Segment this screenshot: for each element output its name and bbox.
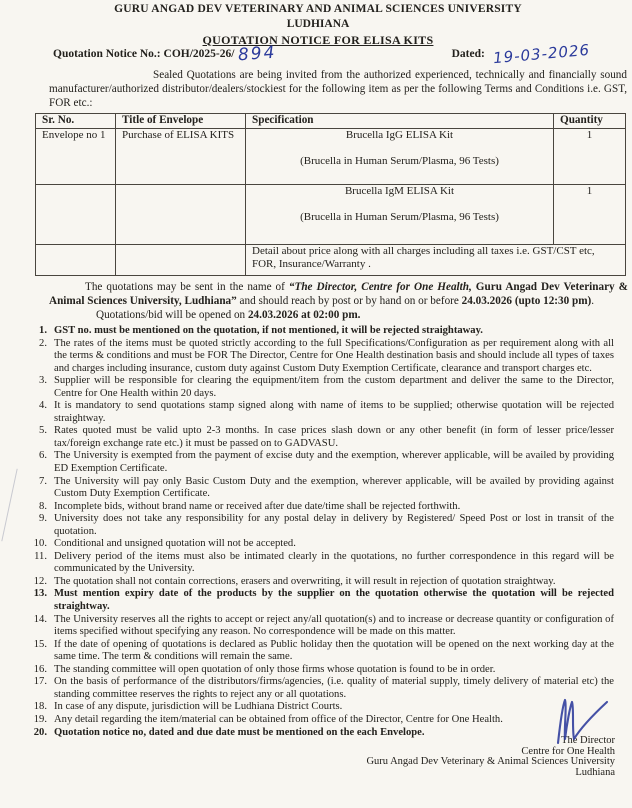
table-detail-row <box>36 245 626 276</box>
dated-label: Dated: <box>451 48 485 60</box>
dated-wrap <box>451 40 591 68</box>
term-text: Any detail regarding the item/material can be obtained from office of the Director, Centre for One Health. <box>54 713 503 725</box>
addr-part: . <box>591 294 595 307</box>
address-paragraph <box>49 281 628 307</box>
term-text: Conditional and unsigned quotation will not be accepted. <box>54 538 296 550</box>
opening-line <box>96 309 616 322</box>
term-number: 13. <box>33 588 47 600</box>
signatory-university: Guru Angad Dev Veterinary & Animal Sciences University <box>366 756 615 768</box>
term-item-19 <box>20 714 616 727</box>
signatory-city: Ludhiana <box>575 766 615 778</box>
cell-title <box>116 185 246 245</box>
cell-spec <box>246 129 554 185</box>
col-specification: Specification <box>246 114 554 129</box>
term-item-14 <box>20 614 616 639</box>
cell-spec <box>246 185 554 245</box>
terms-list <box>20 325 616 739</box>
term-text: The University reserves all the rights to accept or reject any/all quotation(s) and to increase or decrease quantity or configuration of items specified without specifying any reason. No correspondence will be made on this matter. <box>54 613 614 638</box>
cell-sr: Envelope no 1 <box>36 129 116 185</box>
spec-kit-detail: (Brucella in Human Serum/Plasma, 96 Tests) <box>300 155 499 168</box>
signature-icon <box>549 693 611 745</box>
term-text: The University is exempted from the payment of excise duty and the exemption, wherever applicable, will be availed by providing ED Exemption Certificate. <box>54 450 614 475</box>
term-item-3 <box>20 375 616 400</box>
university-name: GURU ANGAD DEV VETERINARY AND ANIMAL SCIENCES UNIVERSITY <box>114 3 522 15</box>
term-text: The standing committee will open quotation of only those firms whose quotation is found to be in order. <box>54 663 496 675</box>
spec-kit-name: Brucella IgM ELISA Kit <box>344 185 455 198</box>
handwritten-date: 19-03-2026 <box>492 40 591 68</box>
cell-title-empty <box>116 245 246 276</box>
term-item-13 <box>20 588 616 613</box>
handwritten-notice-number: 894 <box>237 42 278 66</box>
spec-kit-detail: (Brucella in Human Serum/Plasma, 96 Tests) <box>300 211 499 224</box>
term-number: 15. <box>33 638 47 650</box>
col-quantity: Quantity <box>554 114 626 129</box>
term-item-6 <box>20 450 616 475</box>
term-text: On the basis of performance of the distributors/firms/agencies, (i.e. quality of material supply, timely delivery of material etc) the standing committee reserves the rights to reject any or all quotations. <box>54 676 614 700</box>
term-number: 5. <box>39 425 47 437</box>
term-number: 8. <box>39 500 47 512</box>
cell-qty: 1 <box>554 129 626 185</box>
opening-prefix: Quotations/bid will be opened on <box>96 308 248 321</box>
term-item-1 <box>20 325 616 338</box>
term-text: It is mandatory to send quotations stamp signed along with name of items to be supplied; otherwise quotation will be rejected straightway. <box>54 400 614 424</box>
spec-kit-name: Brucella IgG ELISA Kit <box>345 129 454 142</box>
table-row <box>36 185 626 245</box>
term-text: If the date of opening of quotations is declared as Public holiday then the quotation will be opened on the next working day at the same time. The term & conditions will remain the same. <box>54 638 614 663</box>
term-item-16 <box>20 664 616 677</box>
term-text: The rates of the items must be quoted strictly according to the full Specifications/Configuration as per requirement along with all the terms & conditions and must be FOR The Director, Centre for One Health destination basis and should include all types of taxes and charges including insurance, custom duty against Custom Duty Exemption Certificate, clearance and transport charges etc. <box>54 337 614 374</box>
term-number: 16. <box>33 663 47 675</box>
term-item-12 <box>20 576 616 589</box>
document-header <box>20 3 616 47</box>
term-item-15 <box>20 639 616 664</box>
signature-block <box>366 736 615 778</box>
term-text: Rates quoted must be valid upto 2-3 months. In case prices slash down or any other benefit (in form of lesser price/lesser tax/foreign exchange rate etc.) it must be passed on to GADVASU. <box>54 425 614 449</box>
term-number: 19. <box>33 713 47 725</box>
term-item-4 <box>20 400 616 425</box>
term-item-9 <box>20 513 616 538</box>
cell-sr <box>36 185 116 245</box>
term-number: 18. <box>33 701 47 713</box>
term-number: 14. <box>33 613 47 625</box>
term-text: Delivery period of the items must also be intimated clearly in the quotations, no further correspondence in this regard will be communicated by the University. <box>54 550 614 575</box>
intro-paragraph: Sealed Quotations are being invited from the authorized experienced, technically and financially sound manufacturer/authorized distributor/dealers/stockiest for the following item as per the following Terms and Conditions i.e. GST, FOR etc.: <box>49 69 627 109</box>
term-item-8 <box>20 501 616 514</box>
addr-part: and should reach by post or by hand on or before <box>236 294 462 307</box>
term-number: 6. <box>39 450 47 462</box>
addr-director: “The Director, Centre for One Health, <box>288 281 472 294</box>
notice-title: QUOTATION NOTICE FOR ELISA KITS <box>202 33 434 47</box>
term-number: 17. <box>33 676 47 688</box>
term-item-18 <box>20 701 616 714</box>
addr-part: The quotations may be sent in the name of <box>85 281 289 294</box>
term-item-17 <box>20 676 616 701</box>
addr-university: Guru Angad Dev Veterinary & Animal Sciences University, Ludhiana” <box>49 281 628 307</box>
cell-price-detail: Detail about price along with all charges including all taxes i.e. GST/CST etc, FOR, Insurance/Warranty . <box>246 245 626 276</box>
term-number: 1. <box>39 325 47 336</box>
term-number: 7. <box>39 475 47 487</box>
term-item-7 <box>20 476 616 501</box>
term-text: The quotation shall not contain corrections, erasers and overwriting, it will result in rejection of quotation straightway. <box>54 575 556 587</box>
term-number: 12. <box>33 575 47 587</box>
term-text: GST no. must be mentioned on the quotation, if not mentioned, it will be rejected straightaway. <box>54 325 483 336</box>
term-item-11 <box>20 551 616 576</box>
table-row <box>36 129 626 185</box>
items-table <box>35 113 626 276</box>
cell-sr-empty <box>36 245 116 276</box>
term-item-2 <box>20 338 616 376</box>
term-number: 3. <box>39 375 47 387</box>
col-title-envelope: Title of Envelope <box>116 114 246 129</box>
term-number: 10. <box>33 538 47 550</box>
opening-datetime: 24.03.2026 at 02:00 pm. <box>247 308 361 321</box>
term-text: Incomplete bids, without brand name or received after due date/time shall be rejected forthwith. <box>54 500 461 512</box>
term-item-5 <box>20 425 616 450</box>
addr-deadline: 24.03.2026 (upto 12:30 pm) <box>461 294 592 307</box>
notice-number-label: Quotation Notice No.: COH/2025-26/ <box>53 48 235 60</box>
cell-qty: 1 <box>554 185 626 245</box>
term-text: Quotation notice no, dated and due date must be mentioned on the each Envelope. <box>54 726 425 738</box>
term-text: The University will pay only Basic Custom Duty and the exemption, wherever applicable, will be availed by providing against Custom Duty Exemption Certificate. <box>54 475 614 500</box>
term-number: 4. <box>39 400 47 412</box>
term-text: University does not take any responsibility for any postal delay in delivery by Registered/ Speed Post or lost in transit of the quotation. <box>54 513 614 537</box>
signatory-office: Centre for One Health <box>521 745 615 757</box>
term-number: 9. <box>39 513 47 525</box>
term-number: 2. <box>39 337 47 349</box>
term-number: 20. <box>33 726 47 738</box>
term-text: Supplier will be responsible for clearing the equipment/item from the custom department and deliver the same to the Director, Centre for One Health within 20 days. <box>54 375 614 399</box>
term-text: Must mention expiry date of the products by the supplier on the quotation otherwise the quotation will be rejected straightway. <box>54 588 614 613</box>
col-sr-no: Sr. No. <box>36 114 116 129</box>
signatory-title: The Director <box>561 735 615 746</box>
university-city: LUDHIANA <box>286 17 350 30</box>
term-text: In case of any dispute, jurisdiction will be Ludhiana District Courts. <box>54 701 343 713</box>
term-item-10 <box>20 538 616 551</box>
term-number: 11. <box>34 550 47 562</box>
table-header-row <box>36 114 626 129</box>
cell-title: Purchase of ELISA KITS <box>116 129 246 185</box>
